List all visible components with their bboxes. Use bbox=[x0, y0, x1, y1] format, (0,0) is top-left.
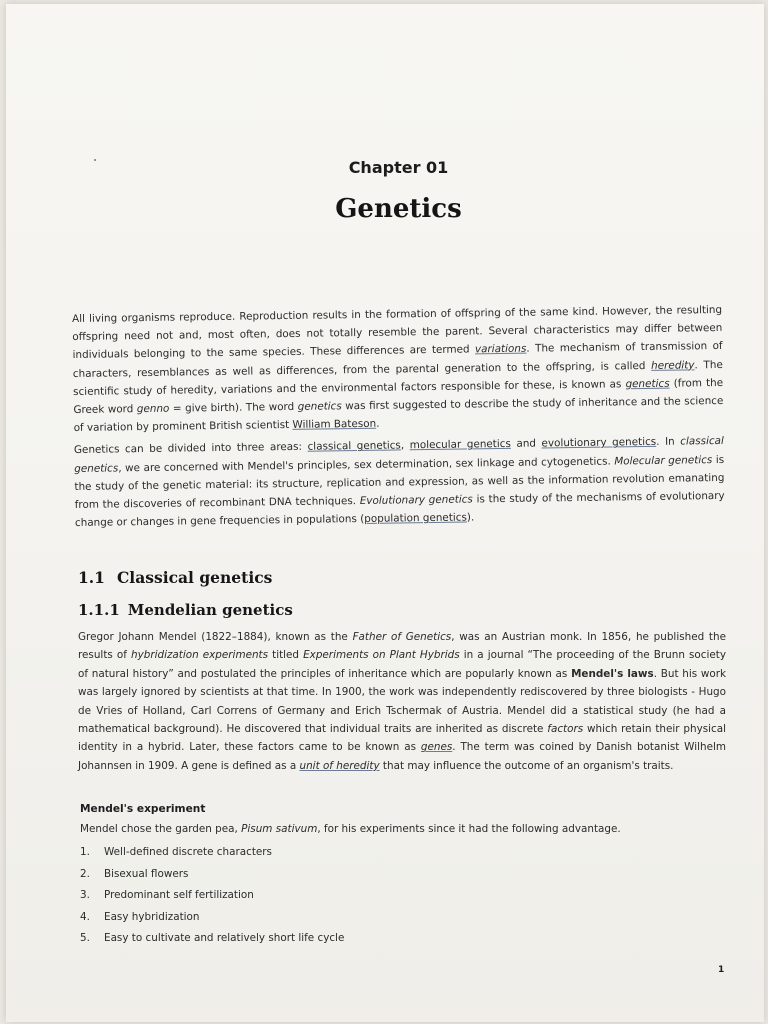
text-run: All living organisms reproduce. Reproduction results in the formation of offspring of the same kind. However, the resulting offspring need not and, most often, does not totally resemble the parent. Several characteristics may differ between individuals belonging to the same species. These differences are termed bbox=[72, 303, 723, 362]
list-text: Easy to cultivate and relatively short life cycle bbox=[104, 932, 345, 944]
term-father-of-genetics: Father of Genetics bbox=[352, 631, 452, 643]
text-run: in a journal “The proceeding of the Brunn society of natural history” and postulated the principles of inheritance which are popularly known as bbox=[78, 649, 726, 680]
term-variations: variations bbox=[474, 343, 527, 356]
term-factors: factors bbox=[547, 723, 584, 736]
text-run: , was an Austrian monk. In 1856, he published the results of bbox=[78, 631, 726, 662]
list-number: 3. bbox=[80, 889, 90, 901]
section-heading-1-1 bbox=[78, 568, 272, 587]
text-run: . bbox=[376, 417, 380, 430]
experiment-heading: Mendel's experiment bbox=[80, 803, 206, 815]
text-run: . The scientific study of heredity, variations and the environmental factors responsible for these, is known as bbox=[73, 358, 723, 398]
text-run: (from the Greek word bbox=[73, 376, 724, 417]
term-classical-genetics-2: classical genetics bbox=[74, 435, 724, 475]
term-unit-of-heredity: unit of heredity bbox=[299, 759, 380, 772]
text-run: is the study of the mechanisms of evolutionary change or changes in gene frequencies in populations ( bbox=[74, 489, 725, 530]
list-text: Well-defined discrete characters bbox=[104, 846, 272, 858]
term-evolutionary-genetics: evolutionary genetics bbox=[541, 436, 657, 450]
title-plant-hybrids: Experiments on Plant Hybrids bbox=[303, 649, 460, 662]
text-run: Mendel chose the garden pea, bbox=[80, 823, 242, 835]
list-item bbox=[80, 930, 344, 952]
mendel-paragraph bbox=[78, 628, 726, 775]
text-run: is the study of the genetic material: its structure, replication and expression, as well as the information revolution emanating from the discoveries of recombinant DNA techniques. bbox=[74, 453, 725, 512]
text-run: . The term was coined by Danish botanist Wilhelm Johannsen in 1909. A gene is defined as a bbox=[78, 741, 726, 772]
term-heredity: heredity bbox=[651, 358, 695, 372]
list-text: Predominant self fertilization bbox=[104, 889, 254, 901]
document-page bbox=[6, 4, 764, 1022]
term-genetics: genetics bbox=[625, 377, 670, 391]
term-molecular-genetics-2: Molecular genetics bbox=[614, 453, 713, 468]
text-run: and bbox=[510, 437, 542, 451]
intro-paragraph-2 bbox=[74, 432, 725, 532]
list-number: 2. bbox=[80, 867, 90, 880]
section-title: Classical genetics bbox=[116, 568, 273, 587]
text-run: was first suggested to describe the study of inheritance and the science of variation by prominent British scientist bbox=[73, 394, 724, 435]
term-mendels-laws: Mendel's laws bbox=[571, 667, 654, 680]
text-run: which retain their physical identity in a hybrid. Later, these factors came to be known as bbox=[78, 723, 726, 754]
term-genetics-2: genetics bbox=[297, 400, 342, 413]
term-pisum-sativum: Pisum sativum bbox=[241, 823, 318, 835]
list-text: Bisexual flowers bbox=[104, 867, 189, 880]
term-population-genetics: population genetics bbox=[364, 511, 467, 526]
list-number: 4. bbox=[80, 910, 90, 923]
term-classical-genetics: classical genetics bbox=[307, 439, 401, 454]
text-run: , bbox=[400, 439, 410, 452]
term-molecular-genetics: molecular genetics bbox=[409, 438, 511, 452]
name-bateson: William Bateson bbox=[292, 417, 377, 432]
list-text: Easy hybridization bbox=[104, 910, 200, 923]
list-item bbox=[80, 866, 344, 888]
text-run: that may influence the outcome of an organism's traits. bbox=[379, 759, 674, 772]
term-hybridization: hybridization experiments bbox=[130, 649, 269, 662]
section-title: Mendelian genetics bbox=[127, 601, 293, 619]
list-number: 1. bbox=[80, 846, 90, 858]
text-run: Genetics can be divided into three areas: bbox=[73, 441, 308, 457]
text-run: . The mechanism of transmission of characters, resemblances as well as differences, from the parental generation to the offspring, is called bbox=[72, 340, 723, 380]
text-run: Gregor Johann Mendel (1822–1884), known as the bbox=[78, 631, 353, 643]
text-run: ). bbox=[466, 511, 475, 524]
page-number: 1 bbox=[718, 965, 725, 975]
term-genno: genno bbox=[136, 402, 170, 416]
text-run: = give birth). The word bbox=[169, 400, 298, 415]
text-run: , for his experiments since it had the following advantage. bbox=[317, 823, 621, 835]
chapter-title: Genetics bbox=[335, 194, 462, 224]
list-item bbox=[80, 887, 344, 909]
text-run: . But his work was largely ignored by scientists at that time. In 1900, the work was independently rediscovered by three biologists - Hugo de Vries of Holland, Carl Correns of Germany and Erich Tschermak of Austria. Mendel did a statistical study (he had a mathematical background). He discovered that individual traits are inherited as discrete bbox=[78, 667, 727, 736]
section-number: 1.1.1 bbox=[78, 601, 120, 619]
experiment-intro bbox=[80, 823, 621, 835]
list-item bbox=[80, 909, 344, 931]
text-run: . In bbox=[656, 435, 681, 449]
term-evolutionary-genetics-2: Evolutionary genetics bbox=[359, 493, 473, 508]
text-run: , we are concerned with Mendel's principles, sex determination, sex linkage and cytogenetics. bbox=[118, 455, 615, 474]
list-item bbox=[80, 844, 344, 866]
section-heading-1-1-1 bbox=[78, 601, 293, 619]
intro-section bbox=[72, 301, 725, 536]
term-genes: genes bbox=[420, 741, 453, 754]
advantages-list bbox=[80, 844, 344, 952]
section-number: 1.1 bbox=[78, 568, 105, 587]
chapter-label: Chapter 01 bbox=[348, 158, 449, 177]
list-number: 5. bbox=[80, 932, 90, 944]
text-run: titled bbox=[268, 649, 304, 662]
intro-paragraph-1 bbox=[72, 301, 724, 437]
